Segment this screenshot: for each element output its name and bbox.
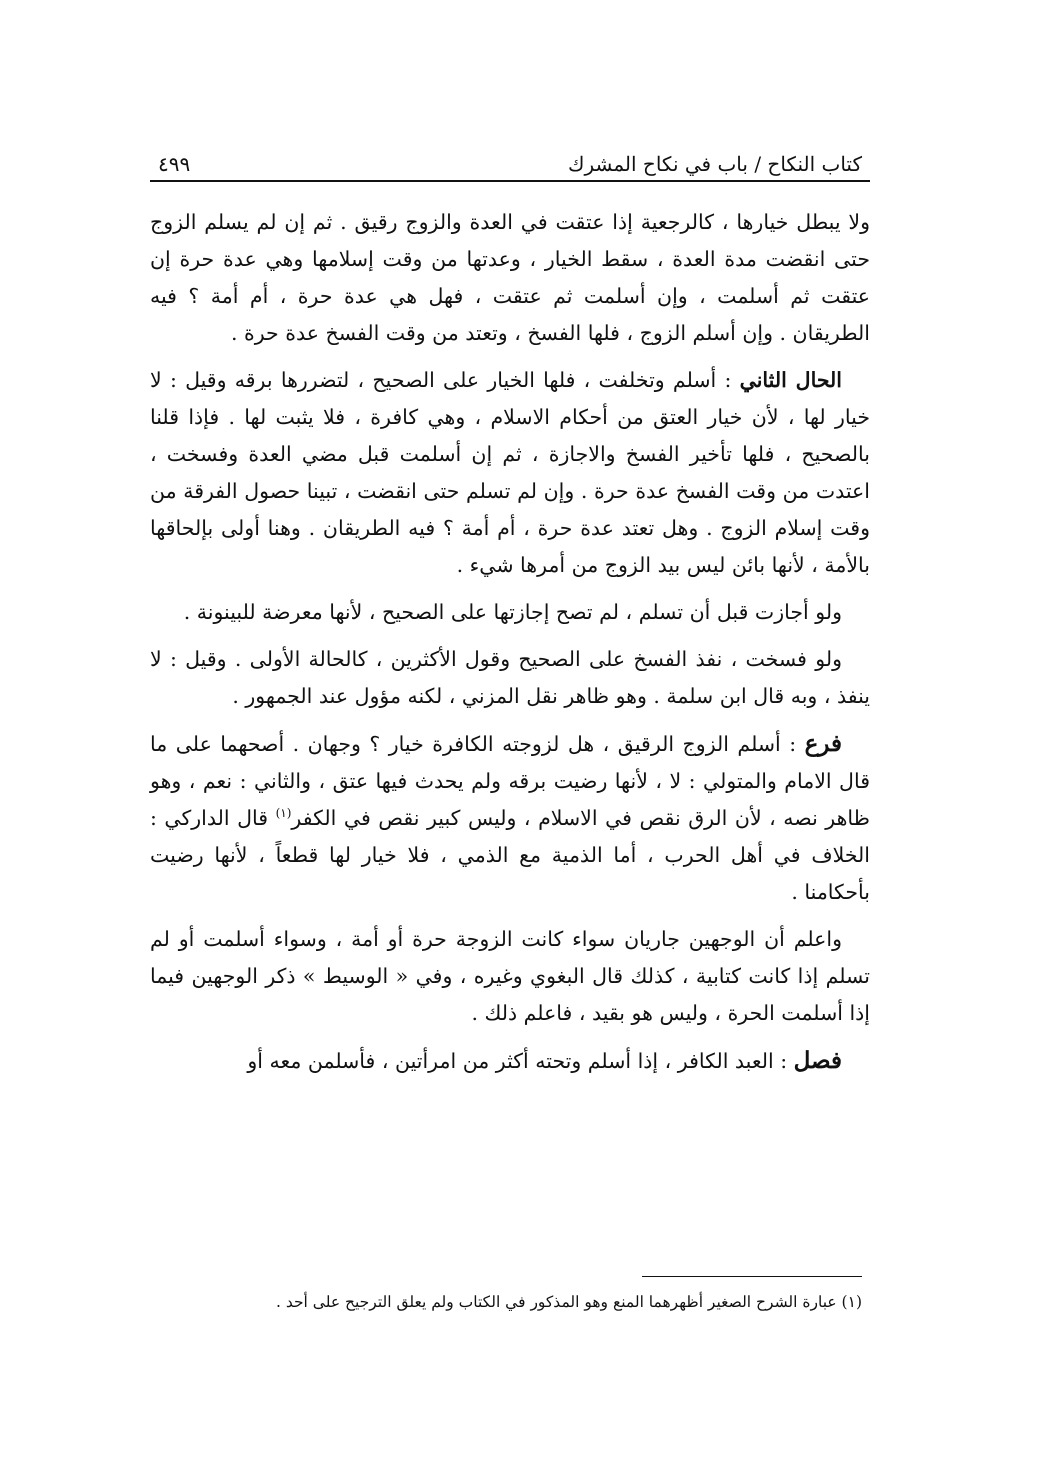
- paragraph-text: واعلم أن الوجهين جاريان سواء كانت الزوجة حرة أو أمة ، وسواء أسلمت أو لم تسلم إذا كانت كتابية ، كذلك قال البغوي وغيره ، وفي « الوسيط » ذكر الوجهين فيما إذا أسلمت الحرة ، وليس هو بقيد ، فاعلم ذلك .: [150, 927, 870, 1025]
- book-page: [150, 140, 870, 1340]
- paragraph-lead: فصل: [793, 1047, 842, 1074]
- paragraph-text: : أسلم وتخلفت ، فلها الخيار على الصحيح ، لتضررها برقه وقيل : لا خيار لها ، لأن خيار العتق من أحكام الاسلام ، وهي كافرة ، فلا يثبت لها . فإذا قلنا بالصحيح ، فلها تأخير الفسخ والاجازة ، ثم إن أسلمت قبل مضي العدة وفسخت ، اعتدت من وقت الفسخ عدة حرة . وإن لم تسلم حتى انقضت ، تبينا حصول الفرقة من وقت إسلام الزوج . وهل تعتد عدة حرة ، أم أمة ؟ فيه الطريقان . وهنا أولى بإلحاقها بالأمة ، لأنها بائن ليس بيد الزوج من أمرها شيء .: [150, 368, 870, 577]
- header-rule: [150, 180, 870, 182]
- paragraph-7: [150, 1042, 870, 1080]
- paragraph-5: [150, 725, 870, 911]
- running-header: [150, 140, 870, 176]
- page-number: ٤٩٩: [158, 152, 191, 176]
- paragraph-text: : أسلم الزوج الرقيق ، هل لزوجته الكافرة خيار ؟ وجهان . أصحهما على ما قال الامام والمتولي : لا ، لأنها رضيت برقه ولم يحدث فيها عتق ، والثاني : نعم ، وهو ظاهر نصه ، لأن الرق نقص في الاسلام ، وليس كبير نقص في الكفر: [150, 732, 870, 830]
- header-title: كتاب النكاح / باب في نكاح المشرك: [567, 152, 862, 176]
- footnote-reference: (١): [275, 806, 292, 821]
- paragraph-text-continued: قال الداركي : الخلاف في أهل الحرب ، أما الذمية مع الذمي ، فلا خيار لها قطعاً ، لأنها رضيت بأحكامنا .: [150, 806, 870, 904]
- paragraph-lead: الحال الثاني: [739, 368, 842, 392]
- paragraph-lead: فرع: [804, 730, 842, 757]
- paragraph-4: [150, 641, 870, 715]
- main-text: [150, 204, 870, 1080]
- paragraph-text: ولو أجازت قبل أن تسلم ، لم تصح إجازتها على الصحيح ، لأنها معرضة للبينونة .: [183, 600, 842, 624]
- paragraph-text: ولا يبطل خيارها ، كالرجعية إذا عتقت في العدة والزوج رقيق . ثم إن لم يسلم الزوج حتى انقضت مدة العدة ، سقط الخيار ، وعدتها من وقت إسلامها وهي عدة حرة إن عتقت ثم أسلمت ، وإن أسلمت ثم عتقت ، فهل هي عدة حرة ، أم أمة ؟ فيه الطريقان . وإن أسلم الزوج ، فلها الفسخ ، وتعتد من وقت الفسخ عدة حرة .: [150, 210, 870, 345]
- footnote: (١) عبارة الشرح الصغير أظهرهما المنع وهو المذكور في الكتاب ولم يعلق الترجيح على أحد .: [275, 1293, 862, 1311]
- paragraph-3: [150, 594, 870, 631]
- footnote-rule: [642, 1276, 862, 1277]
- paragraph-text: : العبد الكافر ، إذا أسلم وتحته أكثر من امرأتين ، فأسلمن معه أو: [247, 1049, 794, 1073]
- paragraph-6: [150, 921, 870, 1032]
- paragraph-2: [150, 362, 870, 584]
- paragraph-text: ولو فسخت ، نفذ الفسخ على الصحيح وقول الأكثرين ، كالحالة الأولى . وقيل : لا ينفذ ، وبه قال ابن سلمة . وهو ظاهر نقل المزني ، لكنه مؤول عند الجمهور .: [150, 647, 870, 708]
- paragraph-1: [150, 204, 870, 352]
